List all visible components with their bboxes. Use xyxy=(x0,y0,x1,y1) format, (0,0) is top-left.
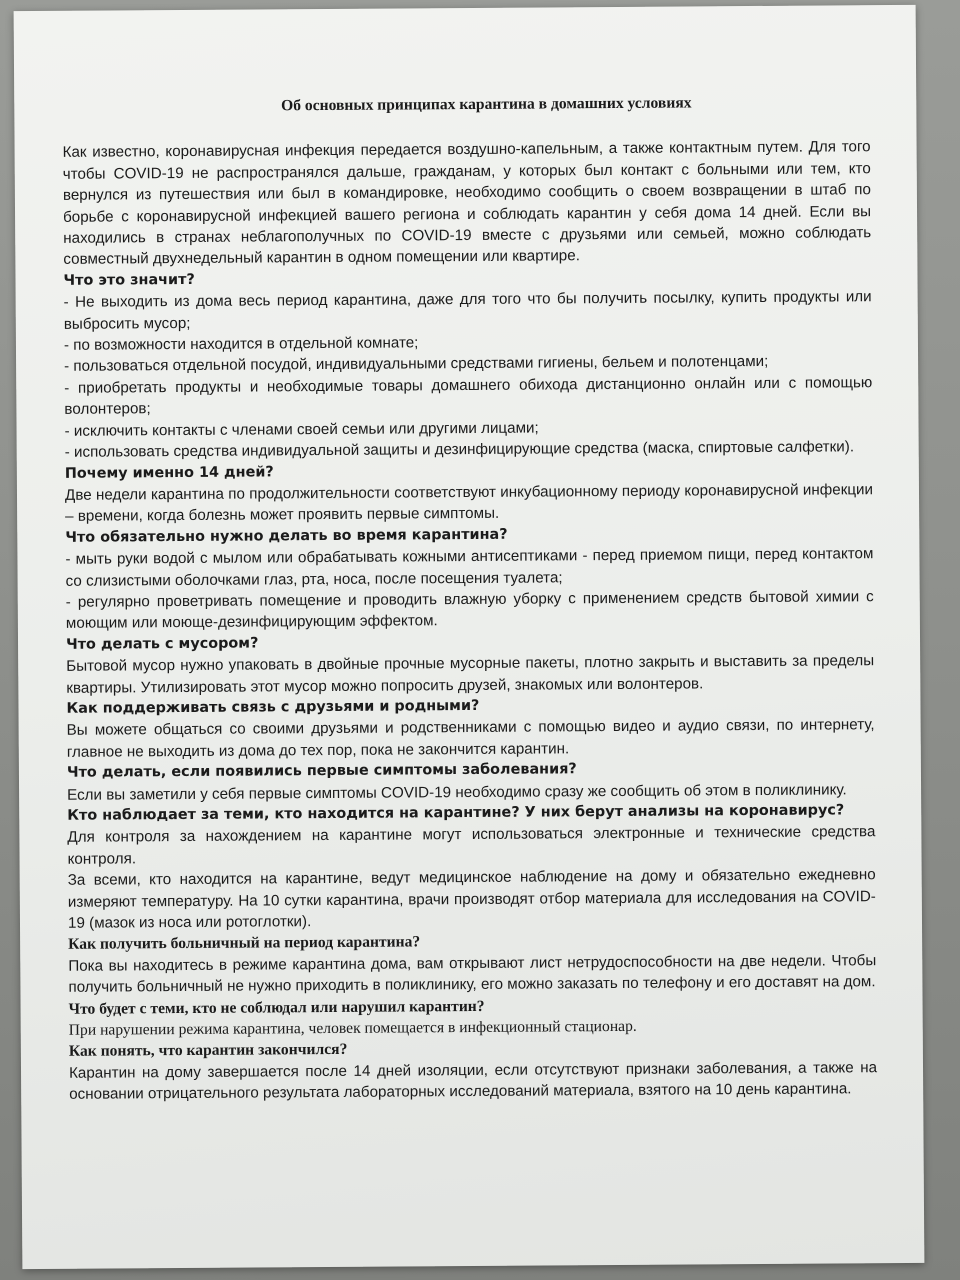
paper-sheet xyxy=(14,5,925,1269)
document-title: Об основных принципах карантина в домашних условиях xyxy=(280,94,692,115)
section-text: Две недели карантина по продолжительности соответствуют инкубационному периоду коронавирусной инфекции – времени, когда болезнь может проявить первые симптомы. xyxy=(64,481,874,526)
list-item: - приобретать продукты и необходимые товары домашнего обихода дистанционно онлайн или с помощью волонтеров; xyxy=(64,374,873,419)
list-item: - использовать средства индивидуальной защиты и дезинфицирующие средства (маска, спиртовые салфетки). xyxy=(64,438,855,461)
list-item: - исключить контакты с членами своей семьи или другими лицами; xyxy=(64,419,539,440)
section-text: Карантин на дому завершается после 14 дней изоляции, если отсутствуют признаки заболевания, а также на основании отрицательного результата лабораторных исследований материала, взятого на 10 день карантина. xyxy=(68,1059,878,1104)
list-item: - Не выходить из дома весь период карантина, даже для того что бы получить посылку, купить продукты или выбросить мусор; xyxy=(63,288,872,333)
section-heading: Как поддерживать связь с друзьями и родными? xyxy=(66,697,480,717)
section-heading: Что это значит? xyxy=(63,271,195,289)
list-item: - пользоваться отдельной посудой, индивидуальными средствами гигиены, бельем и полотенцами; xyxy=(64,353,769,376)
intro-paragraph: Как известно, коронавирусная инфекция передается воздушно-капельным, а также контактным путем. Для того чтобы COVID-19 не распространялся дальше, гражданам, у которых был контакт с больными или тем, кто вернулся из путешествия или был в командировке, необходимо сообщить о своем возвращении в штаб по борьбе с коронавирусной инфекцией вашего региона и соблюдать карантин у себя дома 14 дней. Если вы находились в странах неблагополучных по COVID-19 вместе с друзьями или семьей, можно соблюдать совместный двухнедельный карантин в одном помещении или квартире. xyxy=(62,138,872,269)
section-text: Для контроля за нахождением на карантине могут использоваться электронные и технические средства контроля. xyxy=(67,823,876,868)
section-heading: Что будет с теми, кто не соблюдал или нарушил карантин? xyxy=(68,997,485,1018)
section-text: Вы можете общаться со своими друзьями и родственниками с помощью видео и аудио связи, по интернету, главное не выходить из дома до тех пор, пока не закончится карантин. xyxy=(66,716,875,761)
section-text: При нарушении режима карантина, человек помещается в инфекционный стационар. xyxy=(68,1017,637,1039)
list-item: - регулярно проветривать помещение и проводить влажную уборку с применением средств бытовой химии с моющим или моюще-дезинфицирующим эффектом. xyxy=(65,588,874,633)
section-text: Пока вы находитесь в режиме карантина дома, вам открывают лист нетрудоспособности на две недели. Чтобы получить больничный не нужно приходить в поликлинику, его можно заказать по телефону и его доставят на дом. xyxy=(68,952,877,997)
list-item: - по возможности находится в отдельной комнате; xyxy=(63,334,419,354)
section-heading: Что делать, если появились первые симптомы заболевания? xyxy=(66,761,577,781)
section-heading: Кто наблюдает за теми, кто находится на карантине? У них берут анализы на коронавирус? xyxy=(67,802,845,824)
section-text: Бытовой мусор нужно упаковать в двойные прочные мусорные пакеты, плотно закрыть и выставить за пределы квартиры. Утилизировать этот мусор можно попросить друзей, знакомых или волонтеров. xyxy=(66,652,875,697)
section-heading: Как понять, что карантин закончился? xyxy=(68,1041,348,1061)
section-heading: Что обязательно нужно делать во время карантина? xyxy=(65,526,508,546)
list-item: - мыть руки водой с мылом или обрабатывать кожными антисептиками - перед приемом пищи, перед контактом со слизистыми оболочками глаз, рта, носа, после посещения туалета; xyxy=(65,545,874,590)
document-body xyxy=(62,91,877,1105)
section-heading: Почему именно 14 дней? xyxy=(64,463,274,482)
section-heading: Что делать с мусором? xyxy=(65,635,259,653)
section-text: Если вы заметили у себя первые симптомы COVID-19 необходимо сразу же сообщить об этом в поликлинику. xyxy=(67,780,847,804)
section-heading: Как получить больничный на период карантина? xyxy=(68,933,421,954)
section-text: За всеми, кто находится на карантине, ведут медицинское наблюдение на дому и обязательно ежедневно измеряют температуру. На 10 сутки карантина, врачи производят отбор материала для исследования на COVID-19 (мазок из носа или ротоглотки). xyxy=(67,866,876,932)
